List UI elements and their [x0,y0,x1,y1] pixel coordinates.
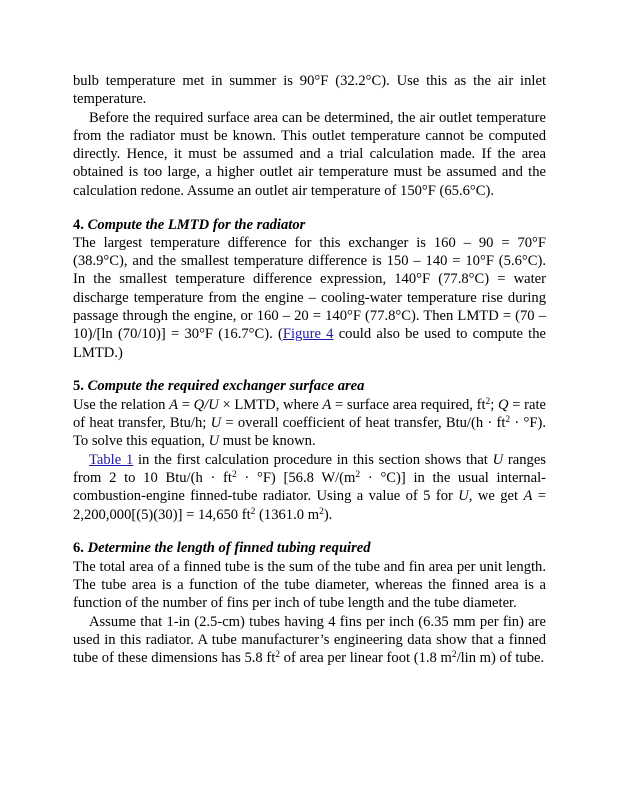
superscript: 2 [355,469,361,480]
step-6-text-1: The total area of a finned tube is the sum of the tube and fin area per unit length. The tube area is a function of the tube diameter, whereas the finned area is a function of the number of fins per inch of tube length and the tube diameter. [73,558,546,612]
superscript: 2 [505,415,511,426]
text-run: ; [490,396,499,413]
text-run: = surface area required, ft [331,396,486,413]
text-run: = 2,200,000[(5)(30)] = 14,650 ft [73,488,547,523]
step-5-number: 5. [73,378,88,395]
text-run: ). [323,506,333,523]
math-var: U, [458,488,473,505]
math-var: Q [498,396,509,413]
superscript: 2 [319,506,324,517]
math-var: Q/U [193,396,219,413]
math-var: A [523,488,533,505]
text-run: × LMTD, where [218,396,323,413]
math-var: U [208,433,220,450]
text-run: we get [472,488,524,505]
text-run: · °F). To solve this equation, [73,415,546,450]
text-run: = [178,396,194,413]
step-5-title: Compute the required exchanger surface area [87,378,365,395]
text-run: must be known. [219,433,316,450]
step-6-number: 6. [73,540,88,557]
superscript: 2 [485,396,491,407]
step-6-heading [73,539,546,557]
text-run: Use the relation [73,396,170,413]
step-4-paragraph [73,234,546,362]
math-var: U [210,415,222,432]
step-4-text: The largest temperature difference for this exchanger is 160 – 90 = 70°F (38.9°C), and the smallest temperature difference is 150 – 140 = 10°F (5.6°C). In the smallest temperature difference expression, 140°F (77.8°C) = water discharge temperature from the engine – cooling-water temperature rise during passage through the engine, or 160 – 20 = 140°F (77.8°C). Then LMTD = (70 – 10)/[ln (70/10)] = 30°F (16.7°C). ( [73,234,546,343]
intro-text-2: Before the required surface area can be determined, the air outlet temperature from the radiator must be known. This outlet temperature cannot be computed directly. Hence, it must be assumed and a trial calculation made. If the area obtained is too large, a higher outlet air temperature must be assumed and the calculation redone. Assume an outlet air temperature of 150°F (65.6°C). [73,109,546,199]
step-4-title: Compute the LMTD for the radiator [87,216,306,233]
step-5-section [73,377,546,523]
step-4-text-tail: could also be used to compute the LMTD.) [73,326,546,361]
text-run: in the first calculation procedure in this section shows that [133,451,493,468]
intro-paragraph-1 [73,72,546,109]
text-run: Assume that 1-in (2.5-cm) tubes having 4 fins per inch (6.35 mm per fin) are used in this radiator. A tube manufacturer’s engineering data show that a finned tube of these dimensions has 5.8 ft [73,613,546,667]
math-var: U [492,451,504,468]
text-run: · °F) [56.8 W/(m [236,469,356,486]
superscript: 2 [451,650,457,661]
document-page [73,72,546,667]
text-run: of area per linear foot (1.8 m [280,650,452,667]
text-run: /lin m) of tube. [456,650,545,667]
math-var: A [169,396,179,413]
step-4-number: 4. [73,216,88,233]
text-run: = rate of heat transfer, Btu/h; [73,396,547,432]
text-run: ranges from 2 to 10 Btu/(h · ft [73,451,546,486]
step-5-paragraph-2 [73,451,546,524]
step-4-section [73,216,546,362]
step-6-section [73,539,546,667]
intro-paragraph-2 [73,109,546,200]
step-6-title: Determine the length of finned tubing required [87,540,371,557]
superscript: 2 [231,469,237,480]
text-run: = overall coefficient of heat transfer, Btu/(h · ft [221,415,506,432]
text-run: (1361.0 m [255,506,320,523]
step-6-paragraph-2 [73,613,546,668]
superscript: 2 [275,650,281,661]
math-var: A [322,396,332,413]
table-1-link[interactable]: Table 1 [89,451,134,468]
figure-4-link[interactable]: Figure 4 [282,326,334,343]
intro-text-1: bulb temperature met in summer is 90°F (32.2°C). Use this as the air inlet temperature. [73,73,546,108]
step-5-paragraph-1 [73,396,546,451]
step-5-heading [73,377,546,395]
superscript: 2 [250,506,256,517]
step-6-paragraph-1 [73,558,546,613]
step-4-heading [73,216,546,234]
text-run: · °C)] in the usual internal-combustion-engine finned-tube radiator. Using a value of 5 for [73,469,546,505]
